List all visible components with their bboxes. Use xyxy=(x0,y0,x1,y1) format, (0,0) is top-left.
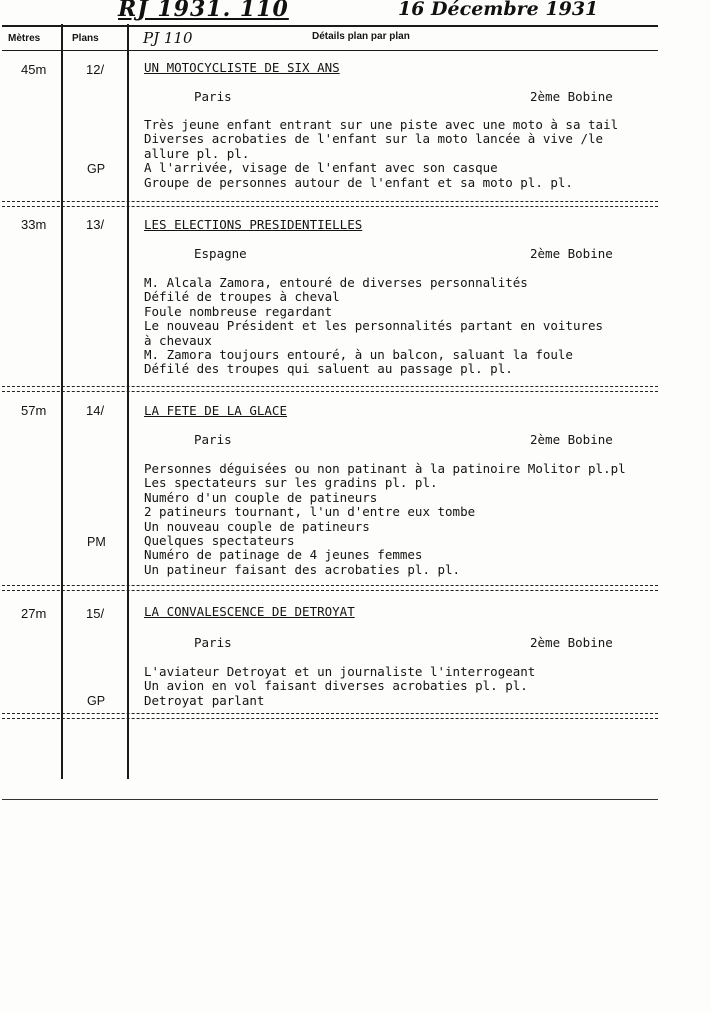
entry-separator xyxy=(2,386,658,387)
header-plans: Plans xyxy=(72,33,99,44)
entry-title: LES ELECTIONS PRESIDENTIELLES xyxy=(144,217,363,232)
shot-line: Un nouveau couple de patineurs xyxy=(144,518,370,534)
header-metres: Mètres xyxy=(8,33,41,44)
shot-line: Diverses acrobaties de l'enfant sur la moto lancée à vive /le xyxy=(144,131,604,147)
entry-title: UN MOTOCYCLISTE DE SIX ANS xyxy=(144,60,340,75)
entry-shot-mark: GP xyxy=(87,162,106,176)
header-details: Détails plan par plan xyxy=(312,31,410,42)
shot-line: Très jeune enfant entrant sur une piste avec une moto à sa tail xyxy=(144,118,619,132)
entry-bobine: 2ème Bobine xyxy=(530,635,613,650)
shot-line: à chevaux xyxy=(144,332,212,348)
entry-plan-number: 15/ xyxy=(86,606,105,621)
entry-bobine: 2ème Bobine xyxy=(530,432,613,447)
shot-line: Numéro d'un couple de patineurs xyxy=(144,489,378,505)
shot-line: Personnes déguisées ou non patinant à la patinoire Molitor pl.pl xyxy=(144,462,626,476)
column-divider-plans xyxy=(127,24,129,779)
shot-line: Le nouveau Président et les personnalités partant en voitures xyxy=(144,318,604,334)
table-header-rule xyxy=(2,50,658,51)
shot-line: A l'arrivée, visage de l'enfant avec son casque xyxy=(144,160,498,176)
entry-separator xyxy=(2,391,658,392)
entry-place: Paris xyxy=(194,432,232,447)
shot-line: allure pl. pl. xyxy=(144,145,250,161)
entry-shot-mark: GP xyxy=(87,694,106,708)
entry-separator xyxy=(2,713,658,714)
entry-shot-list xyxy=(144,665,658,708)
entry-place: Paris xyxy=(194,89,232,104)
page-bottom-rule xyxy=(2,799,658,800)
entry-metres: 45m xyxy=(21,62,47,77)
entry-bobine: 2ème Bobine xyxy=(530,89,613,104)
shot-line: Groupe de personnes autour de l'enfant et sa moto pl. pl. xyxy=(144,174,573,190)
entry-plan-number: 12/ xyxy=(86,62,105,77)
entry-metres: 33m xyxy=(21,217,47,232)
entry-separator xyxy=(2,585,658,586)
handwritten-date: 16 Décembre 1931 xyxy=(398,0,599,20)
entry-metres: 27m xyxy=(21,606,47,621)
column-divider-metres xyxy=(61,24,63,779)
entry-title: LA CONVALESCENCE DE DETROYAT xyxy=(144,604,355,619)
handwritten-margin-note: PJ 110 xyxy=(143,29,193,47)
entry-separator xyxy=(2,590,658,591)
entry-shot-mark: PM xyxy=(87,535,106,549)
entry-shot-list xyxy=(144,276,658,377)
entry-separator xyxy=(2,206,658,207)
entry-separator xyxy=(2,718,658,719)
entry-shot-list xyxy=(144,462,658,577)
shot-line: Quelques spectateurs xyxy=(144,532,295,548)
entry-bobine: 2ème Bobine xyxy=(530,246,613,261)
entry-separator xyxy=(2,201,658,202)
entry-title: LA FETE DE LA GLACE xyxy=(144,403,287,418)
table-top-rule xyxy=(2,25,658,27)
entry-plan-number: 14/ xyxy=(86,403,105,418)
entry-metres: 57m xyxy=(21,403,47,418)
shot-line: L'aviateur Detroyat et un journaliste l'interrogeant xyxy=(144,665,536,679)
handwritten-reference: RJ 1931. 110 xyxy=(118,0,289,22)
shot-line: Numéro de patinage de 4 jeunes femmes xyxy=(144,547,423,563)
entry-plan-number: 13/ xyxy=(86,217,105,232)
shot-line: Foule nombreuse regardant xyxy=(144,303,333,319)
shot-line: Les spectateurs sur les gradins pl. pl. xyxy=(144,475,438,491)
shot-line: 2 patineurs tournant, l'un d'entre eux tombe xyxy=(144,504,476,520)
entry-place: Paris xyxy=(194,635,232,650)
shot-line: Detroyat parlant xyxy=(144,692,265,708)
shot-line: Défilé des troupes qui saluent au passage pl. pl. xyxy=(144,361,513,377)
entry-shot-list xyxy=(144,118,658,190)
shot-line: Un avion en vol faisant diverses acrobaties pl. pl. xyxy=(144,678,528,694)
shot-line: M. Alcala Zamora, entouré de diverses personnalités xyxy=(144,276,528,290)
shot-line: Un patineur faisant des acrobaties pl. pl. xyxy=(144,561,461,577)
entry-place: Espagne xyxy=(194,246,247,261)
shot-line: Défilé de troupes à cheval xyxy=(144,289,340,305)
shot-line: M. Zamora toujours entouré, à un balcon, saluant la foule xyxy=(144,346,573,362)
